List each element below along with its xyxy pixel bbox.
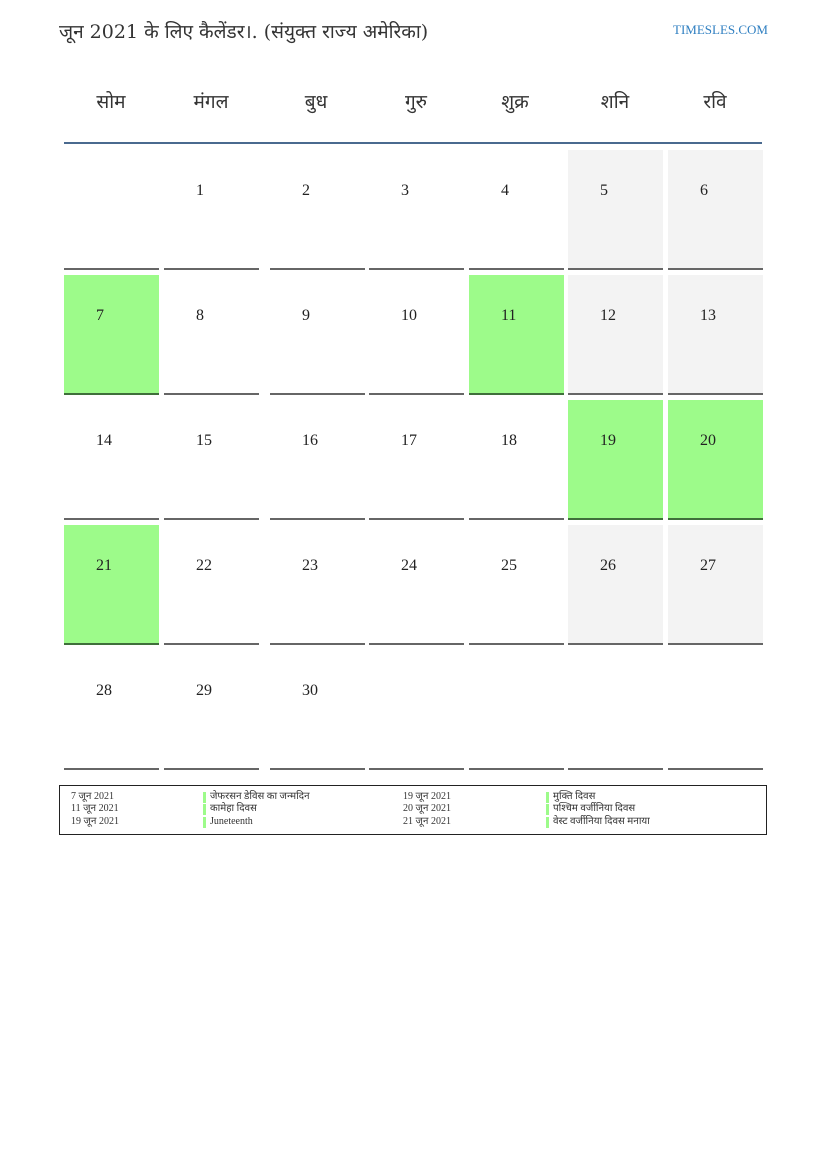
day-number: 22	[196, 557, 212, 574]
empty-day-cell	[668, 650, 763, 770]
holiday-entry	[71, 791, 401, 803]
holiday-date: 19 जून 2021	[71, 816, 119, 827]
day-number: 29	[196, 682, 212, 699]
weekday-monday: सोम	[96, 91, 126, 113]
day-cell	[270, 525, 365, 645]
holiday-name: मुक्ति दिवस	[553, 791, 596, 802]
weekday-wednesday: बुध	[304, 91, 328, 113]
weekday-saturday: शनि	[600, 91, 630, 113]
holiday-date: 7 जून 2021	[71, 791, 114, 802]
day-cell	[568, 400, 663, 520]
day-cell	[270, 150, 365, 270]
day-number: 2	[302, 182, 310, 199]
day-number: 21	[96, 557, 112, 574]
day-cell	[668, 150, 763, 270]
holiday-marker	[203, 804, 206, 815]
day-number: 8	[196, 307, 204, 324]
day-number: 25	[501, 557, 517, 574]
day-number: 10	[401, 307, 417, 324]
day-cell	[164, 400, 259, 520]
holiday-name: Juneteenth	[210, 816, 253, 827]
day-cell	[568, 275, 663, 395]
day-cell	[568, 150, 663, 270]
day-cell	[668, 275, 763, 395]
day-number: 16	[302, 432, 318, 449]
day-cell	[270, 400, 365, 520]
day-cell	[369, 400, 464, 520]
day-cell	[668, 525, 763, 645]
day-number: 18	[501, 432, 517, 449]
holiday-name: वेस्ट वर्जीनिया दिवस मनाया	[553, 816, 650, 827]
holiday-date: 20 जून 2021	[403, 803, 451, 814]
day-number: 7	[96, 307, 104, 324]
day-cell	[164, 525, 259, 645]
day-cell	[568, 525, 663, 645]
weekday-sunday: रवि	[703, 91, 727, 113]
day-number: 12	[600, 307, 616, 324]
day-cell	[164, 650, 259, 770]
holiday-name: कामेहा दिवस	[210, 803, 257, 814]
day-cell	[369, 150, 464, 270]
day-number: 26	[600, 557, 616, 574]
day-number: 27	[700, 557, 716, 574]
day-cell	[469, 275, 564, 395]
day-cell	[469, 525, 564, 645]
day-cell	[270, 275, 365, 395]
holiday-marker	[546, 792, 549, 803]
day-cell	[64, 400, 159, 520]
holiday-name: जेफरसन डेविस का जन्मदिन	[210, 791, 310, 802]
day-number: 5	[600, 182, 608, 199]
holiday-marker	[546, 817, 549, 828]
holiday-date: 19 जून 2021	[403, 791, 451, 802]
day-number: 15	[196, 432, 212, 449]
day-cell	[64, 275, 159, 395]
weekday-header-row	[59, 88, 767, 120]
holiday-legend	[59, 785, 767, 835]
day-number: 20	[700, 432, 716, 449]
day-number: 19	[600, 432, 616, 449]
day-cell	[469, 400, 564, 520]
weekday-tuesday: मंगल	[193, 91, 229, 113]
day-cell	[369, 275, 464, 395]
day-number: 17	[401, 432, 417, 449]
empty-day-cell	[469, 650, 564, 770]
day-number: 4	[501, 182, 509, 199]
page-title: जून 2021 के लिए कैलेंडर।. (संयुक्त राज्य अमेरिका)	[59, 21, 429, 43]
holiday-marker	[203, 792, 206, 803]
empty-day-cell	[369, 650, 464, 770]
holiday-entry	[71, 803, 401, 815]
day-cell	[164, 275, 259, 395]
site-link[interactable]: TIMESLES.COM	[673, 22, 768, 37]
holiday-date: 11 जून 2021	[71, 803, 119, 814]
day-cell	[369, 525, 464, 645]
day-cell	[164, 150, 259, 270]
day-number: 14	[96, 432, 112, 449]
holiday-entry	[403, 791, 733, 803]
empty-day-cell	[568, 650, 663, 770]
holiday-marker	[203, 817, 206, 828]
day-number: 1	[196, 182, 204, 199]
day-number: 11	[501, 307, 517, 324]
holiday-entry	[403, 803, 733, 815]
day-number: 9	[302, 307, 310, 324]
day-number: 6	[700, 182, 708, 199]
day-number: 30	[302, 682, 318, 699]
day-cell	[64, 525, 159, 645]
holiday-entry	[403, 816, 733, 828]
holiday-date: 21 जून 2021	[403, 816, 451, 827]
day-number: 28	[96, 682, 112, 699]
day-number: 13	[700, 307, 716, 324]
holiday-entry	[71, 816, 401, 828]
day-cell	[270, 650, 365, 770]
day-cell	[64, 650, 159, 770]
weekday-friday: शुक्र	[501, 91, 529, 113]
weekday-thursday: गुरु	[404, 91, 428, 113]
day-cell	[469, 150, 564, 270]
day-cell	[668, 400, 763, 520]
empty-day-cell	[64, 150, 159, 270]
holiday-name: पश्चिम वर्जीनिया दिवस	[553, 803, 636, 814]
day-number: 23	[302, 557, 318, 574]
day-number: 3	[401, 182, 409, 199]
day-number: 24	[401, 557, 417, 574]
holiday-marker	[546, 804, 549, 815]
header-rule	[64, 142, 762, 144]
